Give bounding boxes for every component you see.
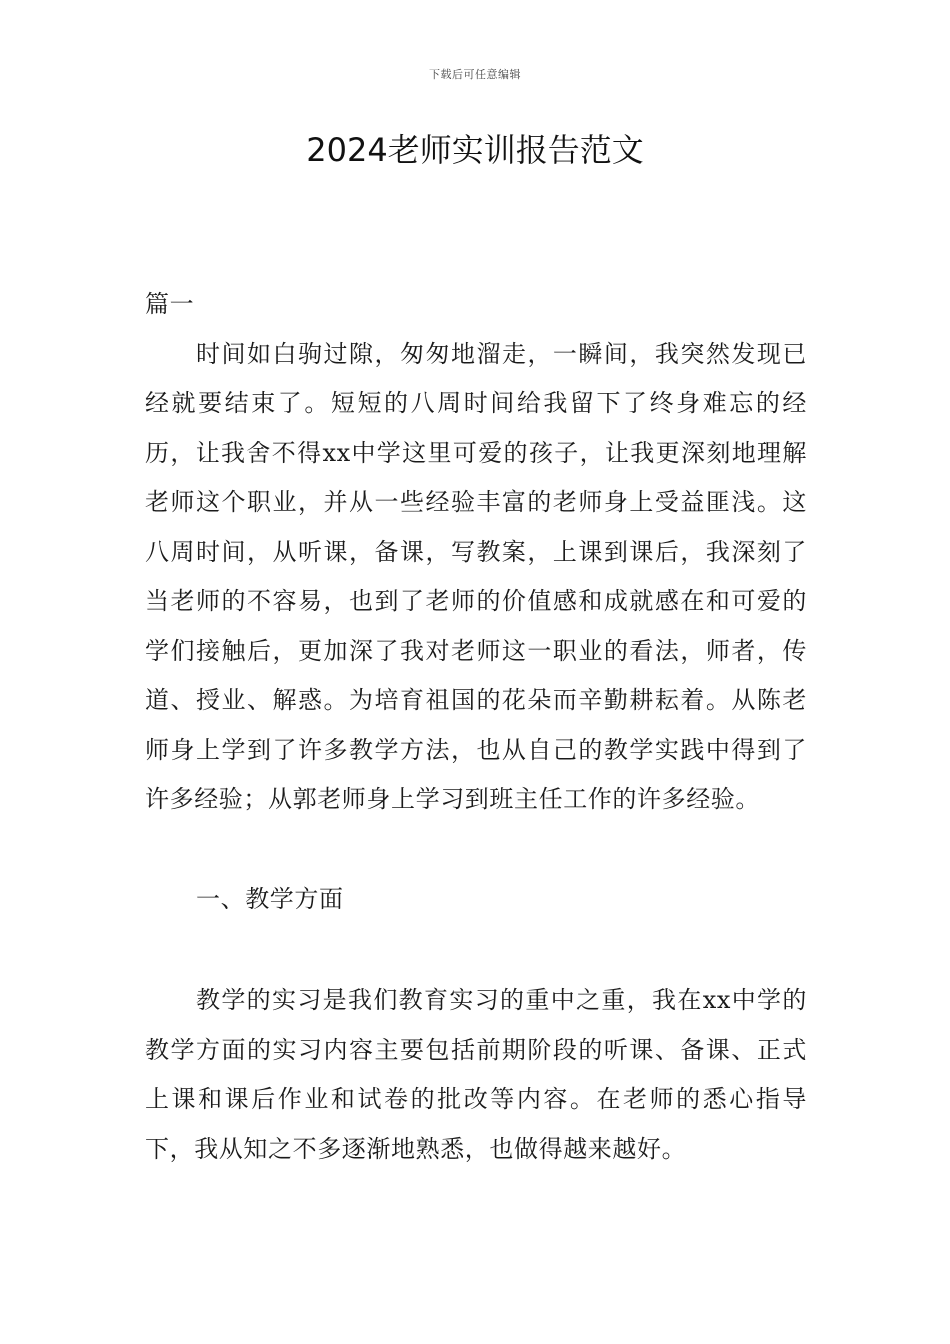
document-body	[145, 280, 807, 1174]
section-heading-teaching: 一、教学方面	[196, 884, 344, 913]
spacer	[145, 924, 807, 976]
spacer	[145, 825, 807, 875]
intro-paragraph: 时间如白驹过隙，匆匆地溜走，一瞬间，我突然发现已经就要结束了。短短的八周时间给我留下了终身难忘的经历，让我舍不得xx中学这里可爱的孩子，让我更深刻地理解老师这个职业，并从一些经验丰富的老师身上受益匪浅。这八周时间，从听课，备课，写教案，上课到课后，我深刻了当老师的不容易，也到了老师的价值感和成就感在和可爱的学们接触后，更加深了我对老师这一职业的看法，师者，传道、授业、解惑。为培育祖国的花朵而辛勤耕耘着。从陈老师身上学到了许多教学方法，也从自己的教学实践中得到了许多经验；从郭老师身上学习到班主任工作的许多经验。	[145, 339, 807, 813]
header-note: 下载后可任意编辑	[429, 68, 521, 81]
document-title: 2024老师实训报告范文	[306, 131, 644, 169]
part-label: 篇一	[145, 290, 195, 318]
teaching-paragraph: 教学的实习是我们教育实习的重中之重，我在xx中学的教学方面的实习内容主要包括前期阶段的听课、备课、正式上课和课后作业和试卷的批改等内容。在老师的悉心指导下，我从知之不多逐渐地熟悉，也做得越来越好。	[145, 986, 807, 1163]
